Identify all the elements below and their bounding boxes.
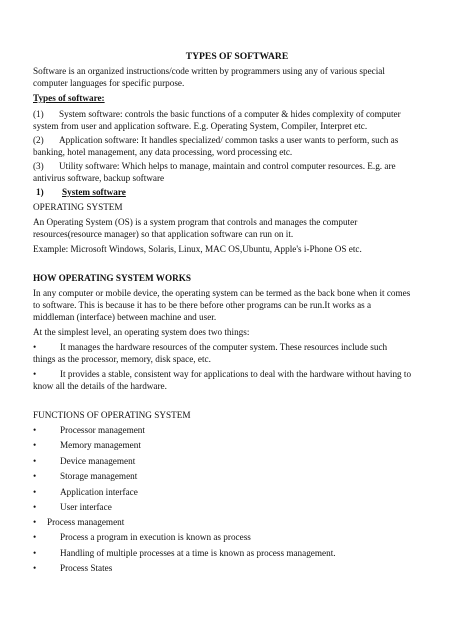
function-item-processor xyxy=(33,424,145,436)
os-def-line-1: An Operating System (OS) is a system program that controls and manages the computer xyxy=(33,217,358,227)
thing-2-line-2: know all the details of the hardware. xyxy=(33,381,167,391)
bullet-icon: • xyxy=(33,563,37,573)
function-item-device xyxy=(33,455,135,467)
type-1-line-2: system from user and application software. E.g. Operating System, Compiler, Interpret etc. xyxy=(33,121,368,131)
how-heading: HOW OPERATING SYSTEM WORKS xyxy=(33,273,192,283)
function-item-user-interface xyxy=(33,501,112,513)
intro-line-1: Software is an organized instructions/code written by programmers using any of various special xyxy=(33,66,385,76)
bullet-icon: • xyxy=(33,517,37,527)
type-2-line-2: banking, hotel management, any data processing, word processing etc. xyxy=(33,147,293,157)
process-item-2 xyxy=(33,547,336,559)
os-heading: OPERATING SYSTEM xyxy=(33,202,123,212)
type-3-line-2: antivirus software, backup software xyxy=(33,173,165,183)
type-1-text-1: System software: controls the basic functions of a computer & hides complexity of computer xyxy=(59,109,401,119)
thing-1-text-1: It manages the hardware resources of the computer system. These resources include such xyxy=(60,342,388,352)
process-item-label: Process States xyxy=(60,563,113,573)
type-2-line-1 xyxy=(33,134,398,146)
process-item-3 xyxy=(33,562,112,574)
simplest-text: At the simplest level, an operating system does two things: xyxy=(33,327,250,337)
types-heading: Types of software: xyxy=(33,93,105,103)
process-item-1 xyxy=(33,531,251,543)
section-1-number: 1) xyxy=(36,187,44,197)
thing-2-text-1: It provides a stable, consistent way for applications to deal with the hardware without having to xyxy=(60,369,412,379)
type-2-text-1: Application software: It handles specialized/ common tasks a user wants to perform, such as xyxy=(59,135,399,145)
thing-2-line-1 xyxy=(33,368,411,380)
process-heading-label: Process management xyxy=(47,517,125,527)
bullet-icon: • xyxy=(33,532,37,542)
how-para-line-1: In any computer or mobile device, the operating system can be termed as the back bone when it comes xyxy=(33,288,411,298)
function-label: User interface xyxy=(60,502,112,512)
os-def-line-2: resources(resource manager) so that application software can run on it. xyxy=(33,229,294,239)
intro-line-2: computer languages for specific purpose. xyxy=(33,78,185,88)
function-label: Memory management xyxy=(60,440,141,450)
type-1-number: (1) xyxy=(33,109,44,119)
section-1-label: System software xyxy=(62,187,126,197)
function-label: Device management xyxy=(60,456,136,466)
process-item-label: Handling of multiple processes at a time is known as process management. xyxy=(60,548,336,558)
function-item-application-interface xyxy=(33,486,138,498)
bullet-icon: • xyxy=(33,548,37,558)
bullet-icon: • xyxy=(33,471,37,481)
bullet-icon: • xyxy=(33,440,37,450)
os-example: Example: Microsoft Windows, Solaris, Linux, MAC OS,Ubuntu, Apple's i-Phone OS etc. xyxy=(33,244,362,254)
thing-1-line-1 xyxy=(33,341,387,353)
process-heading xyxy=(33,516,124,528)
bullet-icon: • xyxy=(33,369,37,379)
functions-heading: FUNCTIONS OF OPERATING SYSTEM xyxy=(33,410,191,420)
thing-1-line-2: things as the processor, memory, disk space, etc. xyxy=(33,354,211,364)
type-3-number: (3) xyxy=(33,161,44,171)
function-item-memory xyxy=(33,439,141,451)
how-para-line-2: to software. This is because it has to be there before other programs can be run.It works as a xyxy=(33,300,372,310)
section-1-heading xyxy=(36,186,126,198)
bullet-icon: • xyxy=(33,425,37,435)
how-para-line-3: middleman (interface) between machine and user. xyxy=(33,312,217,322)
bullet-icon: • xyxy=(33,487,37,497)
bullet-icon: • xyxy=(33,342,37,352)
document-title: TYPES OF SOFTWARE xyxy=(185,51,289,62)
bullet-icon: • xyxy=(33,502,37,512)
function-label: Processor management xyxy=(60,425,145,435)
function-item-storage xyxy=(33,470,137,482)
type-3-line-1 xyxy=(33,160,396,172)
type-3-text-1: Utility software: Which helps to manage, maintain and control computer resources. E.g. are xyxy=(59,161,396,171)
type-2-number: (2) xyxy=(33,135,44,145)
process-item-label: Process a program in execution is known as process xyxy=(60,532,251,542)
type-1-line-1 xyxy=(33,108,401,120)
function-label: Application interface xyxy=(60,487,138,497)
bullet-icon: • xyxy=(33,456,37,466)
function-label: Storage management xyxy=(60,471,138,481)
